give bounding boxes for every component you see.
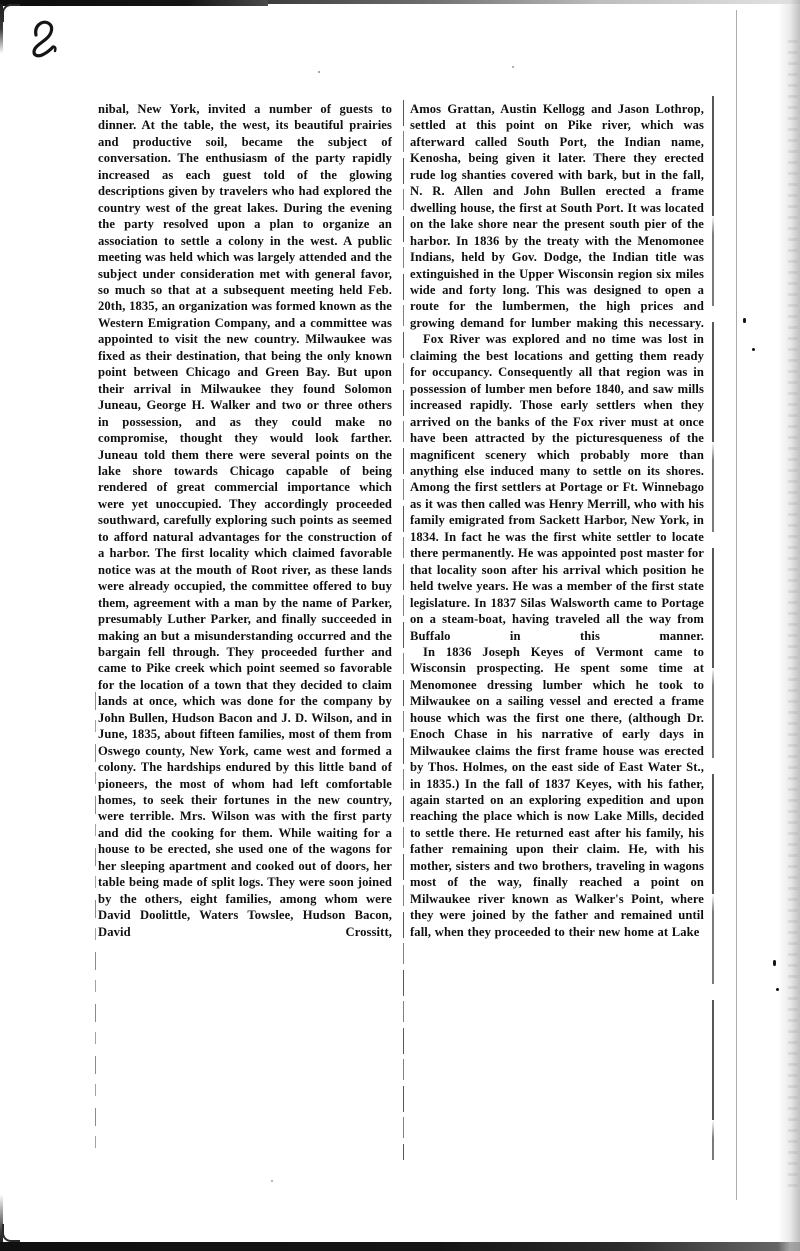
paragraph-right-1: Amos Grattan, Austin Kellogg and Jason Lothrop, settled at this point on Pike river, which was afterward called South Port, the Indian name, Kenosha, being given it later. There they erected rude log shanties covered with bark, but in the fall, N. R. Allen and John Bullen erected a frame dwelling house, the first at South Port. It was located on the lake shore near the present south pier of the harbor. In 1836 by the treaty with the Menomonee Indians, held by Gov. Dodge, the Indian title was extinguished in the Upper Wisconsin region six miles wide and forty long. This was designed to open a route for the lumbermen, the high prices and growing demand for lumber making this necessary.: [410, 102, 704, 330]
scan-artifact-left-edge: [0, 4, 3, 1244]
scan-artifact-bottom-band: [0, 1242, 800, 1251]
scan-artifact-top-band-2: [268, 0, 800, 4]
right-page-edge-rule: [736, 10, 737, 1200]
text-column-right: [410, 101, 704, 1157]
ink-speck: [271, 1180, 273, 1182]
paragraph-left-1: nibal, New York, invited a number of guests to dinner. At the table, the west, its beautiful prairies and productive soil, became the subject of conversation. The enthusiasm of the party rapidly increased as each guest told of the glowing descriptions given by travelers who had explored the country west of the great lakes. During the evening the party resolved upon a plan to organize an association to settle a colony in the west. A public meeting was held which was largely attended and the subject under consideration met with general favor, so much so that at a subsequent meeting held Feb. 20th, 1835, an organization was formed known as the Western Emigration Company, and a committee was appointed to visit the new country. Milwaukee was fixed as their destination, that being the only known point between Chicago and Green Bay. But upon their arrival in Milwaukee they found Solomon Juneau, George H. Walker and two or three others in possession, and as they could make no compromise, thought they would look farther. Juneau told them there were several points on the lake shore towards Chicago capable of being rendered of great commercial importance which were yet unoccupied. They accordingly proceeded southward, carefully exploring such points as seemed to afford natural advantages for the construction of a harbor. The first locality which claimed favorable notice was at the mouth of Root river, as these lands were already occupied, the committee offered to buy them, agreement with a man by the name of Parker, presumably Luther Parker, and finally succeeded in making an but a misunderstanding occurred and the bargain fell through. They proceeded further and came to Pike creek which point seemed so favorable for the location of a town that they decided to claim lands at once, which was done for the company by John Bullen, Hudson Bacon and J. D. Wilson, and in June, 1835, about fifteen families, most of them from Oswego county, New York, came west and formed a colony. The hardships endured by this little band of pioneers, the most of whom had left comfortable homes, to seek their fortunes in the new country, were terrible. Mrs. Wilson was with the first party and did the cooking for them. While waiting for a house to be erected, she used one of the wagons for her sleeping apartment and cooked out of doors, her table being made of split logs. They were soon joined by the others, eight families, among whom were David Doolittle, Waters Towslee, Hudson Bacon, David Crossitt,: [98, 102, 392, 939]
text-column-left: [98, 101, 392, 1157]
ink-speck: [743, 318, 746, 323]
scan-artifact-right-fade: [778, 0, 800, 1251]
ink-speck: [512, 66, 514, 68]
scan-artifact-corner-bottom-left: [2, 1224, 20, 1242]
ink-speck: [318, 71, 320, 73]
ink-speck: [773, 960, 776, 966]
handwritten-page-number: [22, 16, 74, 62]
paragraph-right-3: In 1836 Joseph Keyes of Vermont came to Wisconsin prospecting. He spent some time at Menomonee dressing lumber which he took to Milwaukee on a sailing vessel and erected a frame house which was the first one there, (although Dr. Enoch Chase in his narrative of early days in Milwaukee claims the first frame house was erected by Thos. Holmes, on the east side of East Water St., in 1835.) In the fall of 1837 Keyes, with his father, again started on an exploring expedition and upon reaching the place which is now Lake Mills, decided to settle there. He returned east after his family, his father remaining upon their claim. He, with his mother, sisters and two brothers, traveling in wagons most of the way, finally reached a point on Milwaukee river known as Walker's Point, where they were joined by the father and remained until fall, when they proceeded to their new home at Lake: [410, 644, 704, 939]
scan-artifact-corner-top-left: [2, 4, 20, 22]
ink-speck: [752, 348, 755, 351]
scan-artifact-top-band: [0, 0, 268, 6]
article-body: [98, 101, 714, 1157]
paragraph-right-2: Fox River was explored and no time was lost in claiming the best locations and getting them ready for occupancy. Consequently all that region was in possession of lumber men before 1840, and saw mills increased rapidly. Those early settlers when they arrived on the banks of the Fox river must at once have been attracted by the picturesqueness of the magnificent scenery which probably more than anything else induced many to settle on its shores. Among the first settlers at Portage or Ft. Winnebago as it was then called was Henry Merrill, who with his family emigrated from Sackett Harbor, New York, in 1834. In fact he was the first white settler to locate there permanently. He was appointed post master for that locality soon after his arrival which position he held twelve years. He was a member of the first state legislature. In 1837 Silas Walsworth came to Portage on a steam-boat, having traveled all the way from Buffalo in this manner.: [410, 332, 704, 643]
left-margin-rule: [95, 692, 96, 1157]
